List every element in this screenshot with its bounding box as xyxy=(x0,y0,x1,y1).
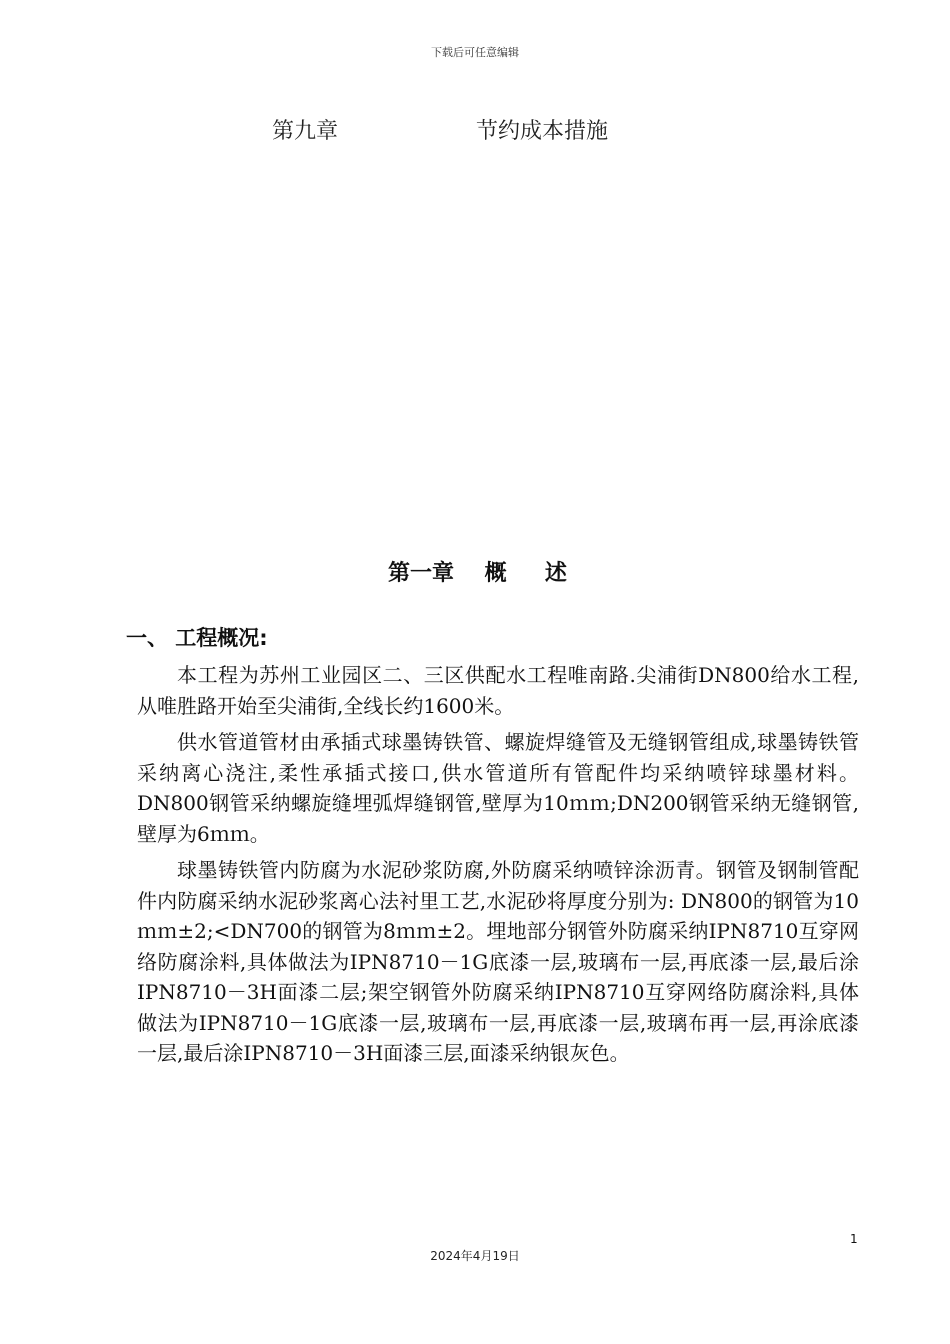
paragraph: 供水管道管材由承插式球墨铸铁管、螺旋焊缝管及无缝钢管组成,球墨铸铁管采纳离心浇注,柔性承插式接口,供水管道所有管配件均采纳喷锌球墨材料。DN800钢管采纳螺旋缝埋弧焊缝钢管,壁厚为10ｍｍ;DN200钢管采纳无缝钢管,壁厚为6ｍｍ。 xyxy=(137,730,859,846)
toc-entry xyxy=(272,114,608,145)
toc-chapter-title: 节约成本措施 xyxy=(476,119,609,144)
chapter-heading: 第一章 概 述 xyxy=(388,561,567,586)
body-text xyxy=(137,660,859,1075)
paragraph: 球墨铸铁管内防腐为水泥砂浆防腐,外防腐采纳喷锌涂沥青。钢管及钢制管配件内防腐采纳水泥砂浆离心法衬里工艺,水泥砂将厚度分别为: DN800的钢管为10ｍｍ±2;<DN700的钢管为8ｍｍ±2。埋地部分钢管外防腐采纳IPN8710互穿网络防腐涂料,具体做法为IPN8710－1G底漆一层,玻璃布一层,再底漆一层,最后涂IPN8710－3H面漆二层;架空钢管外防腐采纳IPN8710互穿网络防腐涂料,具体做法为IPN8710－1G底漆一层,玻璃布一层,再底漆一层,玻璃布再一层,再涂底漆一层,最后涂IPN8710－3H面漆三层,面漆采纳银灰色。 xyxy=(137,858,859,1065)
toc-chapter-number: 第九章 xyxy=(272,119,339,144)
page-number: 1 xyxy=(850,1232,858,1246)
page-footer-date: 2024年4月19日 xyxy=(430,1249,520,1263)
paragraph: 本工程为苏州工业园区二、三区供配水工程唯南路.尖浦街DN800给水工程,从唯胜路开始至尖浦街,全线长约1600米。 xyxy=(137,663,859,718)
page-header: 下载后可任意编辑 xyxy=(431,46,519,59)
section-heading: 一、 工程概况: xyxy=(126,626,268,650)
